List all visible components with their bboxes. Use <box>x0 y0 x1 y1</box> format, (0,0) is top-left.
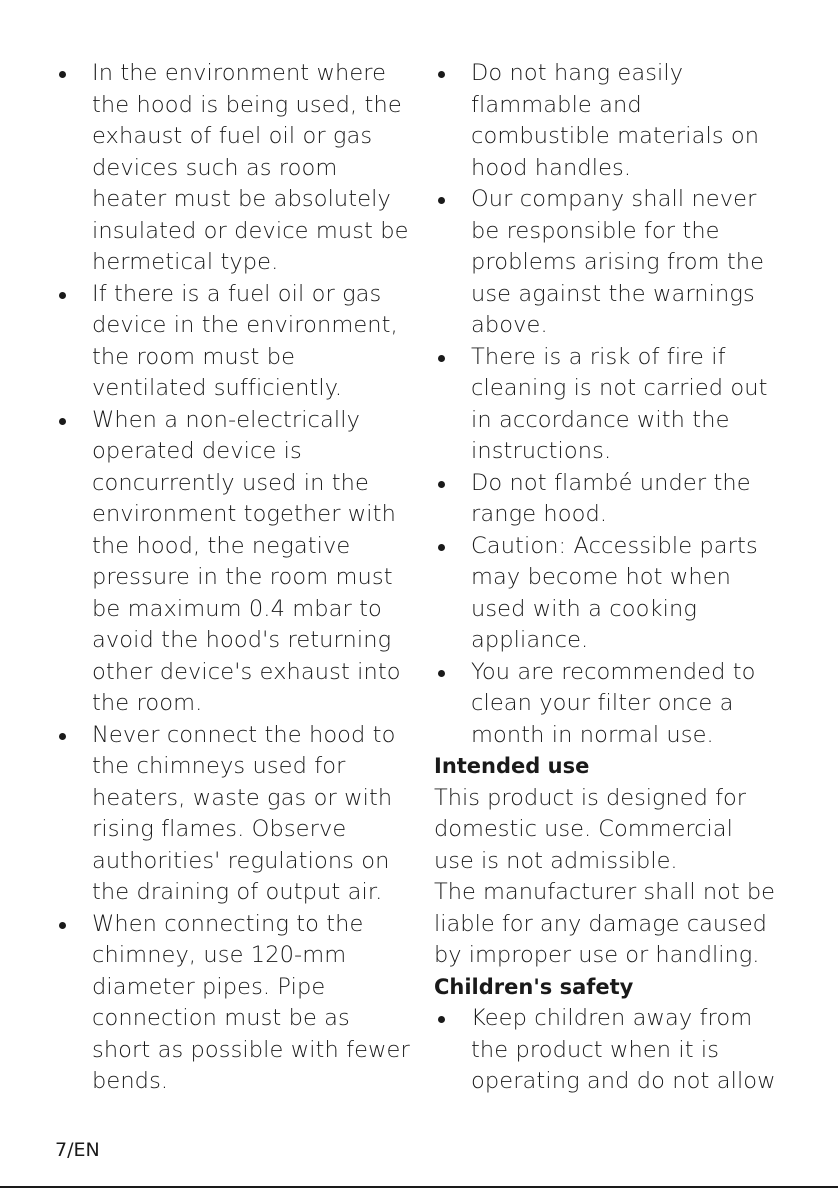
list-item <box>434 184 781 342</box>
list-item <box>434 468 781 531</box>
bullet-icon <box>438 1016 445 1023</box>
list-item-text: Do not hang easily flammable and combustible materials on hood handles. <box>471 60 760 181</box>
childrens-safety-list <box>434 1003 829 1098</box>
intended-use-paragraph: The manufacturer shall not be liable for any damage caused by improper use or handling. <box>434 879 775 968</box>
list-item-text: When connecting to the chimney, use 120-mm diameter pipes. Pipe connection must be as short as possible with fewer bends. <box>92 910 410 1094</box>
right-bullet-list <box>434 58 829 751</box>
list-item <box>434 58 781 184</box>
left-column <box>55 58 415 1098</box>
list-item-text: In the environment where the hood is being used, the exhaust of fuel oil or gas devices such as room heater must be absolutely insulated or device must be hermetical type. <box>92 60 409 275</box>
list-item-text: Caution: Accessible parts may become hot when used with a cooking appliance. <box>471 532 758 653</box>
left-bullet-list <box>55 58 415 1098</box>
bullet-icon <box>438 71 445 78</box>
list-item <box>55 909 415 1098</box>
list-item <box>55 720 415 909</box>
childrens-safety-heading: Children's safety <box>434 974 634 999</box>
list-item <box>434 657 781 752</box>
list-item-text: Keep children away from the product when it is operating and do not allow <box>471 1005 776 1094</box>
list-item <box>434 1003 781 1098</box>
bullet-icon <box>438 544 445 551</box>
bullet-icon <box>59 71 66 78</box>
list-item <box>55 279 415 405</box>
list-item-text: You are recommended to clean your filter once a month in normal use. <box>471 658 756 748</box>
bullet-icon <box>59 418 66 425</box>
intended-use-heading: Intended use <box>434 754 590 778</box>
bullet-icon <box>59 733 66 740</box>
bullet-icon <box>59 922 66 929</box>
list-item <box>434 531 781 657</box>
bullet-icon <box>438 670 445 677</box>
bullet-icon <box>438 355 445 362</box>
intended-use-paragraph: This product is designed for domestic use. Commercial use is not admissible. <box>434 784 747 874</box>
bullet-icon <box>438 197 445 204</box>
list-item-text: Never connect the hood to the chimneys used for heaters, waste gas or with rising flames. Observe authorities' regulations on the draining of output air. <box>92 721 396 905</box>
list-item-text: Our company shall never be responsible for the problems arising from the use against the warnings above. <box>471 186 765 338</box>
list-item <box>55 405 415 720</box>
list-item <box>55 58 415 279</box>
list-item-text: There is a risk of fire if cleaning is not carried out in accordance with the instructions. <box>471 343 768 464</box>
bullet-icon <box>59 292 66 299</box>
list-item-text: Do not flambé under the range hood. <box>471 469 751 527</box>
bullet-icon <box>438 481 445 488</box>
list-item-text: If there is a fuel oil or gas device in the environment, the room must be ventilated sufficiently. <box>92 280 398 401</box>
list-item-text: When a non-electrically operated device is concurrently used in the environment together with the hood, the negative pressure in the room must be maximum 0.4 mbar to avoid the hood's returning other device's exhaust into the room. <box>92 406 401 716</box>
bottom-divider <box>0 1186 838 1188</box>
right-column <box>434 58 829 1098</box>
list-item <box>434 342 781 468</box>
page-number: 7/EN <box>55 1139 100 1161</box>
